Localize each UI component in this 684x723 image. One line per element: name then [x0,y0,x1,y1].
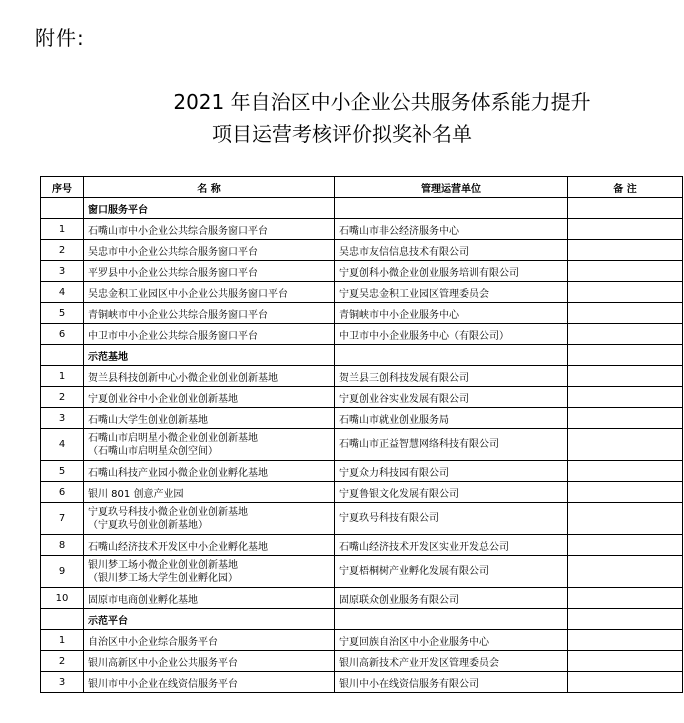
row-name [84,324,335,345]
row-unit: 青铜峡市中小企业服务中心 [335,303,568,324]
row-name-line: 银川高新区中小企业公共服务平台 [88,657,238,669]
row-unit: 银川高新技术产业开发区管理委员会 [335,651,568,672]
section-number-cell [41,198,84,219]
section-label: 窗口服务平台 [84,198,335,219]
row-name-line: 银川梦工场小微企业创业创新基地 [88,559,238,571]
row-name [84,672,335,693]
row-name-line: （宁夏玖号创业创新基地） [88,519,208,531]
row-remarks [568,366,683,387]
section-number-cell [41,609,84,630]
row-number: 2 [41,240,84,261]
row-unit: 宁夏众力科技园有限公司 [335,461,568,482]
header-unit: 管理运营单位 [335,177,568,198]
table-row [41,408,683,429]
table-row [41,672,683,693]
section-unit-cell [335,345,568,366]
row-unit: 宁夏创业谷实业发展有限公司 [335,387,568,408]
row-unit: 石嘴山经济技术开发区实业开发总公司 [335,535,568,556]
table-row [41,324,683,345]
row-number: 6 [41,482,84,503]
row-name-line: （银川梦工场大学生创业孵化园） [88,572,238,584]
row-number: 10 [41,588,84,609]
row-unit: 宁夏回族自治区中小企业服务中心 [335,630,568,651]
row-name-line: 银川市中小企业在线资信服务平台 [88,678,238,690]
row-name-line: 石嘴山市启明星小微企业创业创新基地 [88,432,258,444]
table-row [41,461,683,482]
row-name-line: 石嘴山大学生创业创新基地 [88,414,208,426]
row-number: 3 [41,672,84,693]
row-number: 7 [41,503,84,535]
row-remarks [568,630,683,651]
row-name-line: 平罗县中小企业公共综合服务窗口平台 [88,267,258,279]
attachment-label: 附件: [35,26,85,50]
row-unit: 石嘴山市正益智慧网络科技有限公司 [335,429,568,461]
row-unit: 宁夏吴忠金积工业园区管理委员会 [335,282,568,303]
row-name [84,503,335,535]
row-remarks [568,461,683,482]
row-number: 8 [41,535,84,556]
row-remarks [568,408,683,429]
row-name-line: 吴忠市中小企业公共综合服务窗口平台 [88,246,258,258]
row-number: 4 [41,429,84,461]
row-remarks [568,219,683,240]
section-row [41,198,683,219]
row-name-line: 石嘴山经济技术开发区中小企业孵化基地 [88,541,268,553]
row-unit: 石嘴山市就业创业服务局 [335,408,568,429]
table-row [41,366,683,387]
header-number: 序号 [41,177,84,198]
row-number: 3 [41,261,84,282]
row-name [84,261,335,282]
row-remarks [568,535,683,556]
row-unit: 贺兰县三创科技发展有限公司 [335,366,568,387]
table-row [41,429,683,461]
row-name [84,482,335,503]
row-unit: 吴忠市友信信息技术有限公司 [335,240,568,261]
table-body [41,198,683,693]
document-title-line1: 2021 年自治区中小企业公共服务体系能力提升 [173,90,591,114]
row-unit: 中卫市中小企业服务中心（有限公司） [335,324,568,345]
row-remarks [568,556,683,588]
section-remarks-cell [568,198,683,219]
row-name-line: 石嘴山科技产业园小微企业创业孵化基地 [88,467,268,479]
row-name [84,651,335,672]
row-number: 4 [41,282,84,303]
table-row [41,651,683,672]
row-remarks [568,261,683,282]
table-row [41,240,683,261]
table-row [41,282,683,303]
row-name-line: 青铜峡市中小企业公共综合服务窗口平台 [88,309,268,321]
row-name-line: 宁夏创业谷中小企业创业创新基地 [88,393,238,405]
table-row [41,261,683,282]
row-number: 1 [41,366,84,387]
row-name [84,630,335,651]
table-row [41,219,683,240]
row-number: 1 [41,219,84,240]
table-row [41,630,683,651]
row-remarks [568,387,683,408]
row-name [84,588,335,609]
row-name-line: 宁夏玖号科技小微企业创业创新基地 [88,506,248,518]
row-remarks [568,429,683,461]
table-header-row [41,177,683,198]
section-label: 示范基地 [84,345,335,366]
row-unit: 宁夏玖号科技有限公司 [335,503,568,535]
row-number: 1 [41,630,84,651]
row-unit: 银川中小在线资信服务有限公司 [335,672,568,693]
section-row [41,345,683,366]
row-number: 2 [41,387,84,408]
row-name [84,387,335,408]
row-name [84,535,335,556]
document-title-line2: 项目运营考核评价拟奖补名单 [212,122,472,146]
row-name-line: 中卫市中小企业公共综合服务窗口平台 [88,330,258,342]
section-label: 示范平台 [84,609,335,630]
table-row [41,482,683,503]
table-row [41,535,683,556]
row-number: 2 [41,651,84,672]
row-unit: 石嘴山市非公经济服务中心 [335,219,568,240]
header-name: 名 称 [84,177,335,198]
section-remarks-cell [568,345,683,366]
row-remarks [568,482,683,503]
section-number-cell [41,345,84,366]
row-remarks [568,324,683,345]
row-name-line: 石嘴山市中小企业公共综合服务窗口平台 [88,225,268,237]
row-name-line: 固原市电商创业孵化基地 [88,594,198,606]
row-number: 5 [41,303,84,324]
table-row [41,387,683,408]
table-row [41,303,683,324]
section-unit-cell [335,609,568,630]
row-name [84,408,335,429]
row-name [84,366,335,387]
row-name-line: 吴忠金积工业园区中小企业公共服务窗口平台 [88,288,288,300]
row-number: 3 [41,408,84,429]
row-name [84,303,335,324]
row-remarks [568,672,683,693]
row-name [84,219,335,240]
row-unit: 固原联众创业服务有限公司 [335,588,568,609]
row-name-line: 贺兰县科技创新中心小微企业创业创新基地 [88,372,278,384]
row-name-line: 银川 801 创意产业园 [88,488,184,500]
row-name [84,282,335,303]
row-remarks [568,303,683,324]
header-remarks: 备 注 [568,177,683,198]
row-remarks [568,282,683,303]
row-name [84,556,335,588]
table-row [41,556,683,588]
table-row [41,503,683,535]
section-unit-cell [335,198,568,219]
table-row [41,588,683,609]
row-unit: 宁夏创科小微企业创业服务培训有限公司 [335,261,568,282]
row-remarks [568,588,683,609]
row-unit: 宁夏梧桐树产业孵化发展有限公司 [335,556,568,588]
row-number: 9 [41,556,84,588]
row-remarks [568,240,683,261]
section-remarks-cell [568,609,683,630]
row-name-line: （石嘴山市启明星众创空间） [88,445,218,457]
award-list-table [40,176,683,693]
row-name [84,429,335,461]
row-name [84,461,335,482]
row-remarks [568,503,683,535]
row-remarks [568,651,683,672]
row-unit: 宁夏鲁银文化发展有限公司 [335,482,568,503]
row-name-line: 自治区中小企业综合服务平台 [88,636,218,648]
row-number: 6 [41,324,84,345]
section-row [41,609,683,630]
row-number: 5 [41,461,84,482]
row-name [84,240,335,261]
